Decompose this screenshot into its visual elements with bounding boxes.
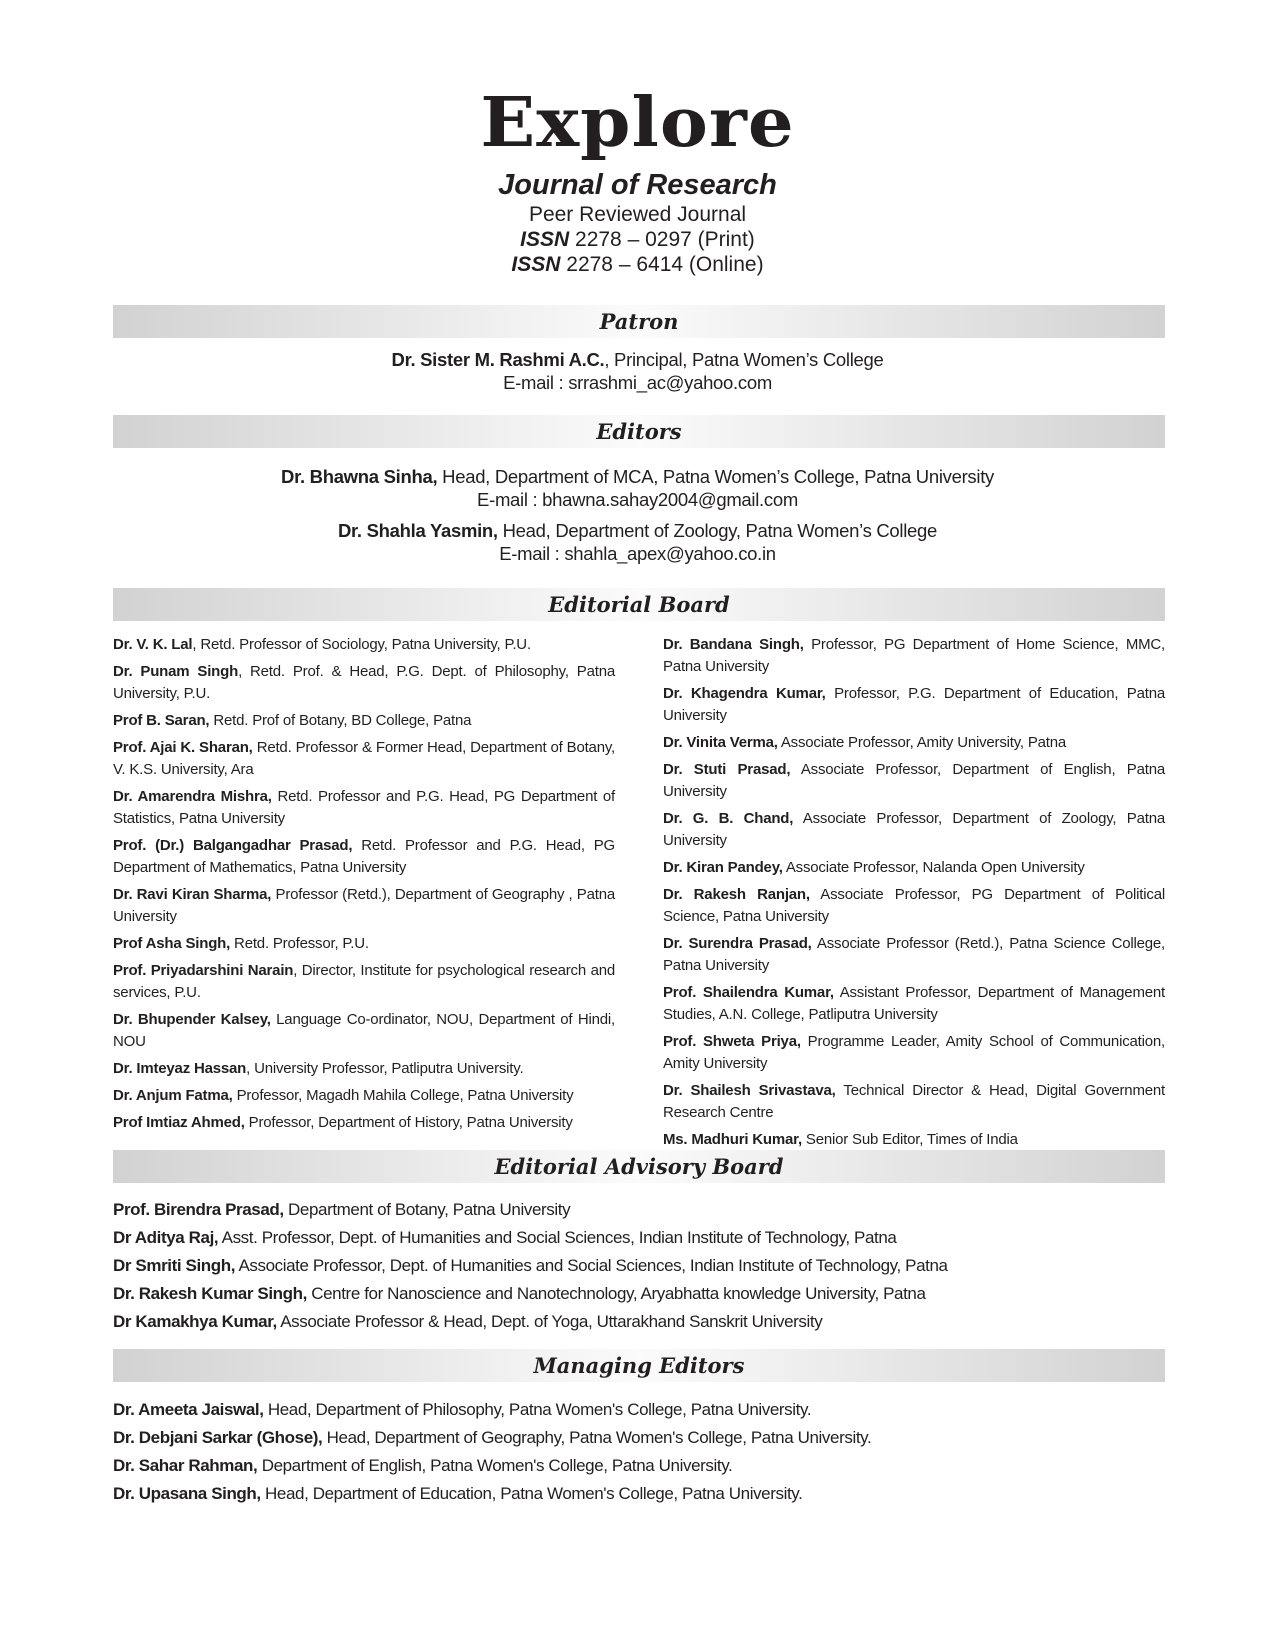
- member-name: Dr. Kiran Pandey,: [663, 859, 783, 876]
- journal-subtitle: Journal of Research: [498, 169, 777, 201]
- member-affiliation: Professor (Retd.), Department of Geography , Patna University: [113, 886, 615, 925]
- editorial-board-left-column: [113, 634, 615, 1139]
- member-affiliation: Professor, Magadh Mahila College, Patna University: [232, 1087, 574, 1104]
- managing-editor: [113, 1396, 1165, 1424]
- advisory-board-member: [113, 1308, 1165, 1336]
- editorial-board-member: [113, 1009, 615, 1053]
- member-affiliation: Assistant Professor, Department of Management Studies, A.N. College, Patliputra University: [663, 984, 1165, 1023]
- managing-editor: [113, 1480, 1165, 1508]
- member-affiliation: Language Co-ordinator, NOU, Department of Hindi, NOU: [113, 1011, 615, 1050]
- member-affiliation: Associate Professor & Head, Dept. of Yoga, Uttarakhand Sanskrit University: [276, 1312, 823, 1331]
- member-name: Dr. Ameeta Jaiswal,: [113, 1400, 264, 1419]
- advisory-board-member: [113, 1196, 1165, 1224]
- managing-editors-list: [113, 1396, 1165, 1508]
- section-header-managing-editors: [113, 1349, 1165, 1382]
- patron-name: Dr. Sister M. Rashmi A.C.: [391, 349, 605, 370]
- editorial-board-member: [113, 884, 615, 928]
- editorial-board-member: [113, 786, 615, 830]
- editorial-board-member: [663, 933, 1165, 977]
- member-affiliation: Associate Professor (Retd.), Patna Science College, Patna University: [663, 935, 1166, 974]
- member-name: Dr. Ravi Kiran Sharma,: [113, 886, 272, 903]
- patron-line: [0, 348, 1275, 371]
- editorial-board-member: [663, 982, 1165, 1026]
- editors-block: [0, 465, 1275, 565]
- editorial-board-member: [663, 732, 1165, 754]
- managing-editor: [113, 1424, 1165, 1452]
- member-affiliation: Head, Department of Geography, Patna Women's College, Patna University.: [322, 1428, 872, 1447]
- member-affiliation: , Director, Institute for psychological research and services, P.U.: [113, 962, 615, 1001]
- member-name: Dr. Imteyaz Hassan: [113, 1060, 247, 1077]
- member-name: Dr. Bandana Singh,: [663, 636, 804, 653]
- member-affiliation: , Retd. Prof. & Head, P.G. Dept. of Philosophy, Patna University, P.U.: [113, 663, 616, 702]
- member-affiliation: Associate Professor, PG Department of Political Science, Patna University: [663, 886, 1165, 925]
- member-name: Dr. V. K. Lal: [113, 636, 193, 653]
- member-name: Prof Asha Singh,: [113, 935, 231, 952]
- section-title: Patron: [599, 309, 679, 334]
- member-affiliation: Department of English, Patna Women's College, Patna University.: [257, 1456, 733, 1475]
- member-name: Dr. Upasana Singh,: [113, 1484, 261, 1503]
- journal-tagline: Peer Reviewed Journal: [528, 203, 747, 226]
- patron-role: , Principal, Patna Women’s College: [604, 349, 884, 370]
- editorial-board-member: [113, 1085, 615, 1107]
- editorial-board-member: [113, 661, 615, 705]
- member-affiliation: Associate Professor, Department of Zoology, Patna University: [663, 810, 1165, 849]
- editorial-board-right-column: [663, 634, 1165, 1156]
- editor-email: E-mail : bhawna.sahay2004@gmail.com: [477, 489, 798, 510]
- member-affiliation: Professor, Department of History, Patna University: [244, 1114, 573, 1131]
- member-affiliation: Associate Professor, Amity University, Patna: [777, 734, 1067, 751]
- member-affiliation: Senior Sub Editor, Times of India: [801, 1131, 1018, 1148]
- member-name: Dr. Amarendra Mishra,: [113, 788, 272, 805]
- member-affiliation: , Retd. Professor of Sociology, Patna University, P.U.: [192, 636, 531, 653]
- issn-print: [0, 227, 1275, 252]
- patron-email: E-mail : srrashmi_ac@yahoo.com: [503, 372, 772, 393]
- editorial-board-member: [113, 1058, 615, 1080]
- member-name: Dr. Rakesh Kumar Singh,: [113, 1284, 307, 1303]
- section-header-editorial-board: [113, 588, 1165, 621]
- issn-online-label: ISSN: [511, 253, 561, 276]
- member-affiliation: Programme Leader, Amity School of Communication, Amity University: [663, 1033, 1165, 1072]
- member-name: Dr. Shailesh Srivastava,: [663, 1082, 836, 1099]
- member-name: Prof. Shailendra Kumar,: [663, 984, 834, 1001]
- advisory-board-member: [113, 1224, 1165, 1252]
- advisory-board-member: [113, 1280, 1165, 1308]
- member-name: Prof. (Dr.) Balgangadhar Prasad,: [113, 837, 353, 854]
- member-affiliation: Associate Professor, Nalanda Open University: [782, 859, 1085, 876]
- advisory-board-member: [113, 1252, 1165, 1280]
- editorial-board-member: [113, 960, 615, 1004]
- section-title: Editorial Advisory Board: [494, 1154, 784, 1179]
- member-affiliation: Associate Professor, Dept. of Humanities and Social Sciences, Indian Institute of Technology, Patna: [235, 1256, 948, 1275]
- issn-print-value: 2278 – 0297 (Print): [569, 228, 755, 251]
- member-affiliation: Department of Botany, Patna University: [283, 1200, 571, 1219]
- member-affiliation: Associate Professor, Department of English, Patna University: [663, 761, 1165, 800]
- member-name: Dr. Bhupender Kalsey,: [113, 1011, 271, 1028]
- member-name: Dr. Surendra Prasad,: [663, 935, 812, 952]
- editorial-board-member: [113, 710, 615, 732]
- section-title: Editorial Board: [548, 592, 730, 617]
- editor-name: Dr. Bhawna Sinha,: [281, 466, 438, 487]
- member-affiliation: Retd. Professor, P.U.: [230, 935, 369, 952]
- member-affiliation: , University Professor, Patliputra University.: [246, 1060, 524, 1077]
- member-name: Dr. Vinita Verma,: [663, 734, 778, 751]
- member-affiliation: Head, Department of Philosophy, Patna Women's College, Patna University.: [263, 1400, 812, 1419]
- editorial-board-member: [113, 835, 615, 879]
- editorial-board-member: [663, 683, 1165, 727]
- member-affiliation: Asst. Professor, Dept. of Humanities and Social Sciences, Indian Institute of Technology, Patna: [218, 1228, 897, 1247]
- member-affiliation: Retd. Professor & Former Head, Department of Botany, V. K.S. University, Ara: [113, 739, 615, 778]
- section-header-patron: [113, 305, 1165, 338]
- member-affiliation: Retd. Professor and P.G. Head, PG Department of Mathematics, Patna University: [113, 837, 615, 876]
- section-title: Managing Editors: [533, 1353, 745, 1378]
- section-header-editors: [113, 415, 1165, 448]
- member-name: Dr. Stuti Prasad,: [663, 761, 791, 778]
- journal-logo: Explore: [480, 81, 795, 162]
- member-affiliation: Professor, PG Department of Home Science, MMC, Patna University: [663, 636, 1166, 675]
- editorial-board-member: [663, 808, 1165, 852]
- member-name: Dr. Sahar Rahman,: [113, 1456, 258, 1475]
- member-name: Prof. Priyadarshini Narain: [113, 962, 294, 979]
- member-affiliation: Professor, P.G. Department of Education, Patna University: [663, 685, 1166, 724]
- member-name: Prof. Shweta Priya,: [663, 1033, 801, 1050]
- member-name: Dr Kamakhya Kumar,: [113, 1312, 277, 1331]
- editorial-board-member: [663, 759, 1165, 803]
- editor-role: Head, Department of Zoology, Patna Women’s College: [497, 520, 938, 541]
- editor-email: E-mail : shahla_apex@yahoo.co.in: [499, 543, 776, 564]
- member-affiliation: Retd. Prof of Botany, BD College, Patna: [209, 712, 472, 729]
- advisory-board-list: [113, 1196, 1165, 1336]
- member-name: Dr Smriti Singh,: [113, 1256, 236, 1275]
- member-affiliation: Retd. Professor and P.G. Head, PG Department of Statistics, Patna University: [113, 788, 615, 827]
- member-name: Dr. Rakesh Ranjan,: [663, 886, 810, 903]
- patron-block: [0, 348, 1275, 394]
- editorial-board-member: [113, 1112, 615, 1134]
- editor-name: Dr. Shahla Yasmin,: [337, 520, 498, 541]
- editor-line: [0, 465, 1275, 488]
- member-name: Dr. Debjani Sarkar (Ghose),: [113, 1428, 323, 1447]
- editorial-board-member: [663, 1080, 1165, 1124]
- member-name: Dr. G. B. Chand,: [663, 810, 794, 827]
- editor-line: [0, 519, 1275, 542]
- member-name: Ms. Madhuri Kumar,: [663, 1131, 802, 1148]
- member-name: Prof. Ajai K. Sharan,: [113, 739, 253, 756]
- editorial-board-member: [113, 737, 615, 781]
- editorial-board-member: [663, 634, 1165, 678]
- issn-online-value: 2278 – 6414 (Online): [560, 253, 764, 276]
- section-header-advisory-board: [113, 1150, 1165, 1183]
- member-affiliation: Head, Department of Education, Patna Women's College, Patna University.: [260, 1484, 803, 1503]
- managing-editor: [113, 1452, 1165, 1480]
- editorial-board-member: [663, 857, 1165, 879]
- editorial-board-member: [113, 634, 615, 656]
- masthead: [0, 80, 1275, 277]
- issn-online: [0, 252, 1275, 277]
- member-affiliation: Centre for Nanoscience and Nanotechnology, Aryabhatta knowledge University, Patna: [306, 1284, 926, 1303]
- section-title: Editors: [596, 419, 682, 444]
- member-name: Dr. Punam Singh: [113, 663, 239, 680]
- editorial-board-member: [113, 933, 615, 955]
- member-name: Prof B. Saran,: [113, 712, 210, 729]
- member-name: Prof. Birendra Prasad,: [113, 1200, 284, 1219]
- member-name: Dr. Khagendra Kumar,: [663, 685, 826, 702]
- editor-role: Head, Department of MCA, Patna Women’s College, Patna University: [437, 466, 994, 487]
- editorial-board-member: [663, 884, 1165, 928]
- member-name: Dr Aditya Raj,: [113, 1228, 219, 1247]
- member-name: Prof Imtiaz Ahmed,: [113, 1114, 245, 1131]
- issn-print-label: ISSN: [520, 228, 570, 251]
- member-name: Dr. Anjum Fatma,: [113, 1087, 233, 1104]
- editorial-board-member: [663, 1031, 1165, 1075]
- editorial-board-member: [663, 1129, 1165, 1151]
- member-affiliation: Technical Director & Head, Digital Government Research Centre: [663, 1082, 1165, 1121]
